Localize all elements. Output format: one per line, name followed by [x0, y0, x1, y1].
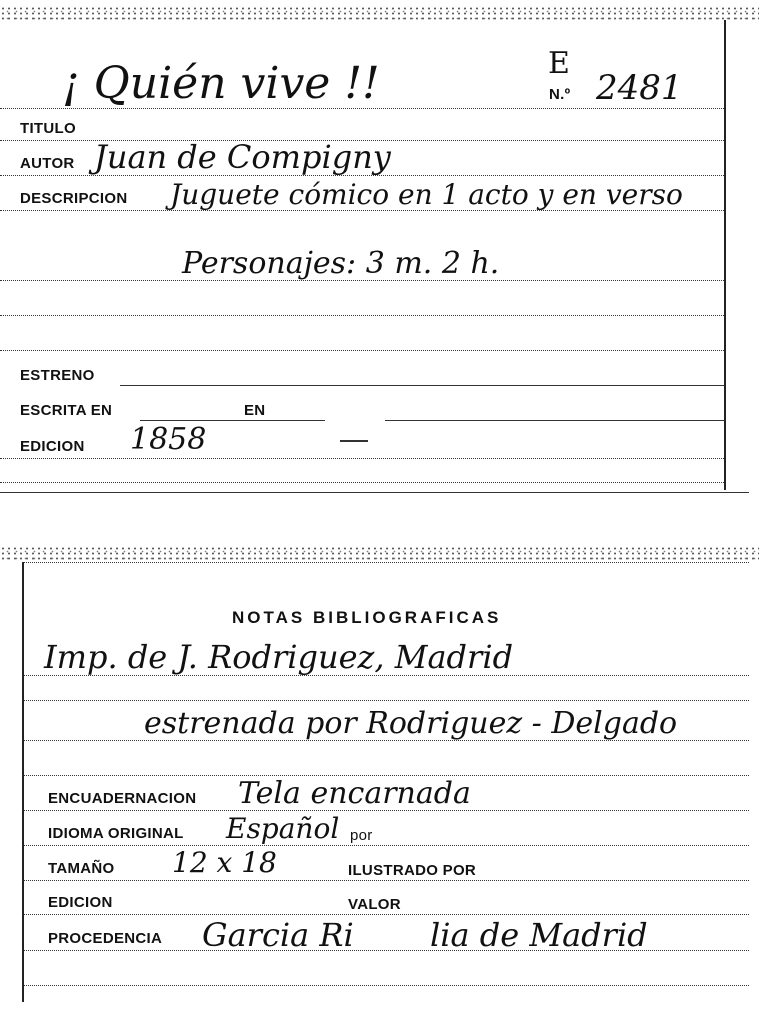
rule [22, 950, 749, 951]
card-bottom-border [0, 492, 749, 493]
rule [140, 420, 325, 421]
rule [0, 175, 724, 176]
rule [0, 482, 724, 483]
rule [0, 315, 724, 316]
rule [22, 914, 749, 915]
label-tamano: TAMAÑO [48, 860, 115, 877]
label-en: EN [244, 402, 266, 419]
dash-mark [340, 440, 368, 442]
rule [22, 700, 749, 701]
size-value: 12 x 18 [172, 846, 277, 879]
label-ilustrado-por: ILUSTRADO POR [348, 862, 477, 879]
rule [22, 562, 749, 563]
label-autor: AUTOR [20, 155, 75, 172]
label-edicion-bottom: EDICION [48, 894, 113, 911]
number-value: 2481 [596, 68, 683, 108]
label-procedencia: PROCEDENCIA [48, 930, 163, 947]
catalog-card-top [0, 0, 759, 495]
author-value: Juan de Compigny [94, 138, 391, 176]
rule [120, 385, 724, 386]
label-escrita-en: ESCRITA EN [20, 402, 113, 419]
rule [22, 675, 749, 676]
notes-heading: NOTAS BIBLIOGRAFICAS [232, 608, 502, 627]
provenance-value-2: lia de Madrid [430, 916, 648, 954]
card-left-border [22, 562, 24, 1002]
language-value: Español [226, 812, 340, 845]
card-edge-texture [0, 546, 759, 560]
label-edicion: EDICION [20, 438, 85, 455]
notes-line-2: estrenada por Rodriguez - Delgado [144, 706, 678, 741]
rule [22, 985, 749, 986]
edition-value: 1858 [130, 422, 207, 457]
rule [22, 740, 749, 741]
label-encuadernacion: ENCUADERNACION [48, 790, 197, 807]
rule [22, 810, 749, 811]
catalog-card-bottom [0, 540, 759, 1028]
title-handwritten: ¡ Quién vive !! [62, 58, 380, 109]
rule [0, 350, 724, 351]
provenance-value-1: Garcia Ri [202, 916, 354, 954]
label-estreno: ESTRENO [20, 367, 95, 384]
catalog-letter: E [548, 46, 570, 81]
label-idioma-original: IDIOMA ORIGINAL [48, 825, 184, 842]
binding-value: Tela encarnada [238, 776, 471, 811]
number-label: N.º [549, 86, 571, 103]
card-right-border [724, 20, 726, 490]
rule [22, 845, 749, 846]
rule [0, 458, 724, 459]
label-descripcion: DESCRIPCION [20, 190, 128, 207]
rule [0, 108, 724, 109]
label-valor: VALOR [348, 896, 401, 913]
card-edge-texture [0, 6, 759, 20]
label-por: por [350, 827, 373, 844]
description-line-1: Juguete cómico en 1 acto y en verso [170, 178, 683, 211]
rule [0, 280, 724, 281]
rule [0, 210, 724, 211]
rule [22, 880, 749, 881]
description-line-2: Personajes: 3 m. 2 h. [182, 246, 500, 281]
label-titulo: TITULO [20, 120, 76, 137]
rule [385, 420, 724, 421]
notes-line-1: Imp. de J. Rodriguez, Madrid [44, 638, 514, 676]
